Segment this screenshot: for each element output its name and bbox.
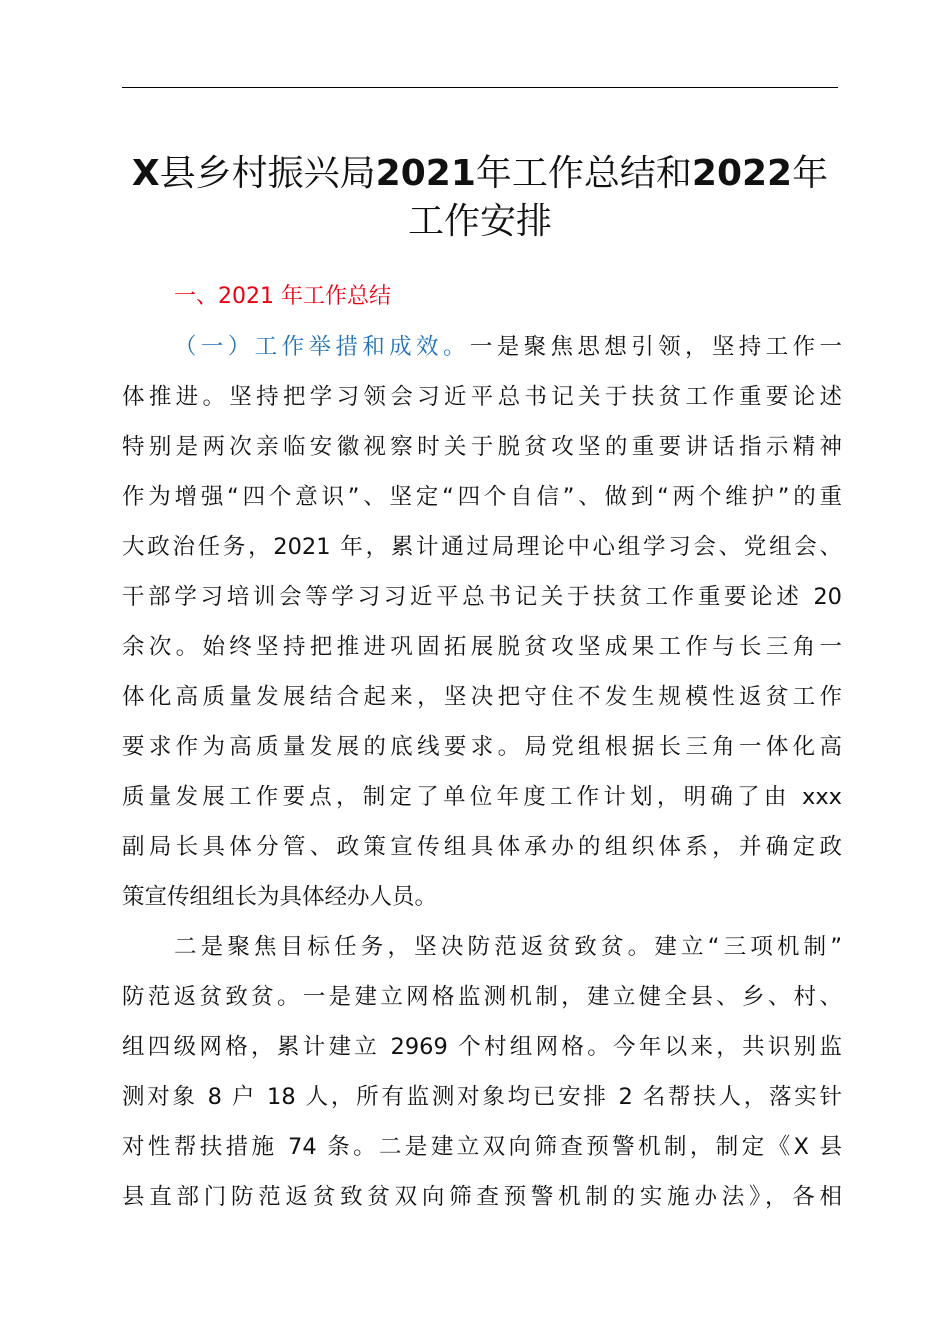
paragraph-line: 策宣传组组长为具体经办人员。 (122, 884, 438, 910)
paragraph-line: 防范返贫致贫。一是建立网格监测机制，建立健全县、乡、村、 (122, 984, 842, 1010)
paragraph-line: 体化高质量发展结合起来，坚决把守住不发生规模性返贫工作 (122, 684, 842, 710)
title-part: 年工作总结和 (475, 153, 692, 194)
header-rule (122, 87, 838, 88)
paragraph-line: 县直部门防范返贫致贫双向筛查预警机制的实施办法》，各相 (122, 1184, 842, 1210)
title-part: 县乡村振兴局 (159, 153, 376, 194)
paragraph-line: 作为增强“四个意识”、坚定“四个自信”、做到“两个维护”的重 (122, 484, 842, 510)
paragraph-line: 余次。始终坚持把推进巩固拓展脱贫攻坚成果工作与长三角一 (122, 634, 842, 660)
paragraph-line: 副局长具体分管、政策宣传组具体承办的组织体系，并确定政 (122, 834, 842, 860)
paragraph-line: 二是聚焦目标任务，坚决防范返贫致贫。建立“三项机制” (174, 934, 842, 960)
title-line-2: 工作安排 (407, 201, 552, 242)
paragraph-line: 要求作为高质量发展的底线要求。局党组根据长三角一体化高 (122, 734, 842, 760)
paragraph-line: 对性帮扶措施 74 条。二是建立双向筛查预警机制，制定《X 县 (122, 1134, 842, 1160)
paragraph-line: 组四级网格，累计建立 2969 个村组网格。今年以来，共识别监 (122, 1034, 842, 1060)
line-text: 一是聚焦思想引领，坚持工作一 (469, 334, 842, 360)
title-part: 年 (792, 153, 829, 194)
paragraph-line: 质量发展工作要点，制定了单位年度工作计划，明确了由 xxx (122, 784, 842, 810)
paragraph-line: 特别是两次亲临安徽视察时关于脱贫攻坚的重要讲话指示精神 (122, 434, 842, 460)
title-line-1 (110, 150, 850, 198)
subheading-label: （一）工作举措和成效。 (174, 334, 470, 360)
paragraph-line: 大政治任务，2021 年，累计通过局理论中心组学习会、党组会、 (122, 534, 842, 560)
title-part: 2021 (375, 153, 476, 194)
paragraph-line (122, 322, 842, 372)
paragraph-line: 测对象 8 户 18 人，所有监测对象均已安排 2 名帮扶人，落实针 (122, 1084, 842, 1110)
paragraph-1 (122, 322, 842, 922)
paragraph-2 (122, 922, 842, 1222)
paragraph-line: 体推进。坚持把学习领会习近平总书记关于扶贫工作重要论述 (122, 384, 842, 410)
paragraph-line: 干部学习培训会等学习习近平总书记关于扶贫工作重要论述 20 (122, 584, 842, 610)
document-title (110, 150, 850, 246)
title-part: X (131, 153, 160, 194)
title-part: 2022 (691, 153, 793, 194)
section-heading-1: 一、2021 年工作总结 (174, 284, 391, 309)
